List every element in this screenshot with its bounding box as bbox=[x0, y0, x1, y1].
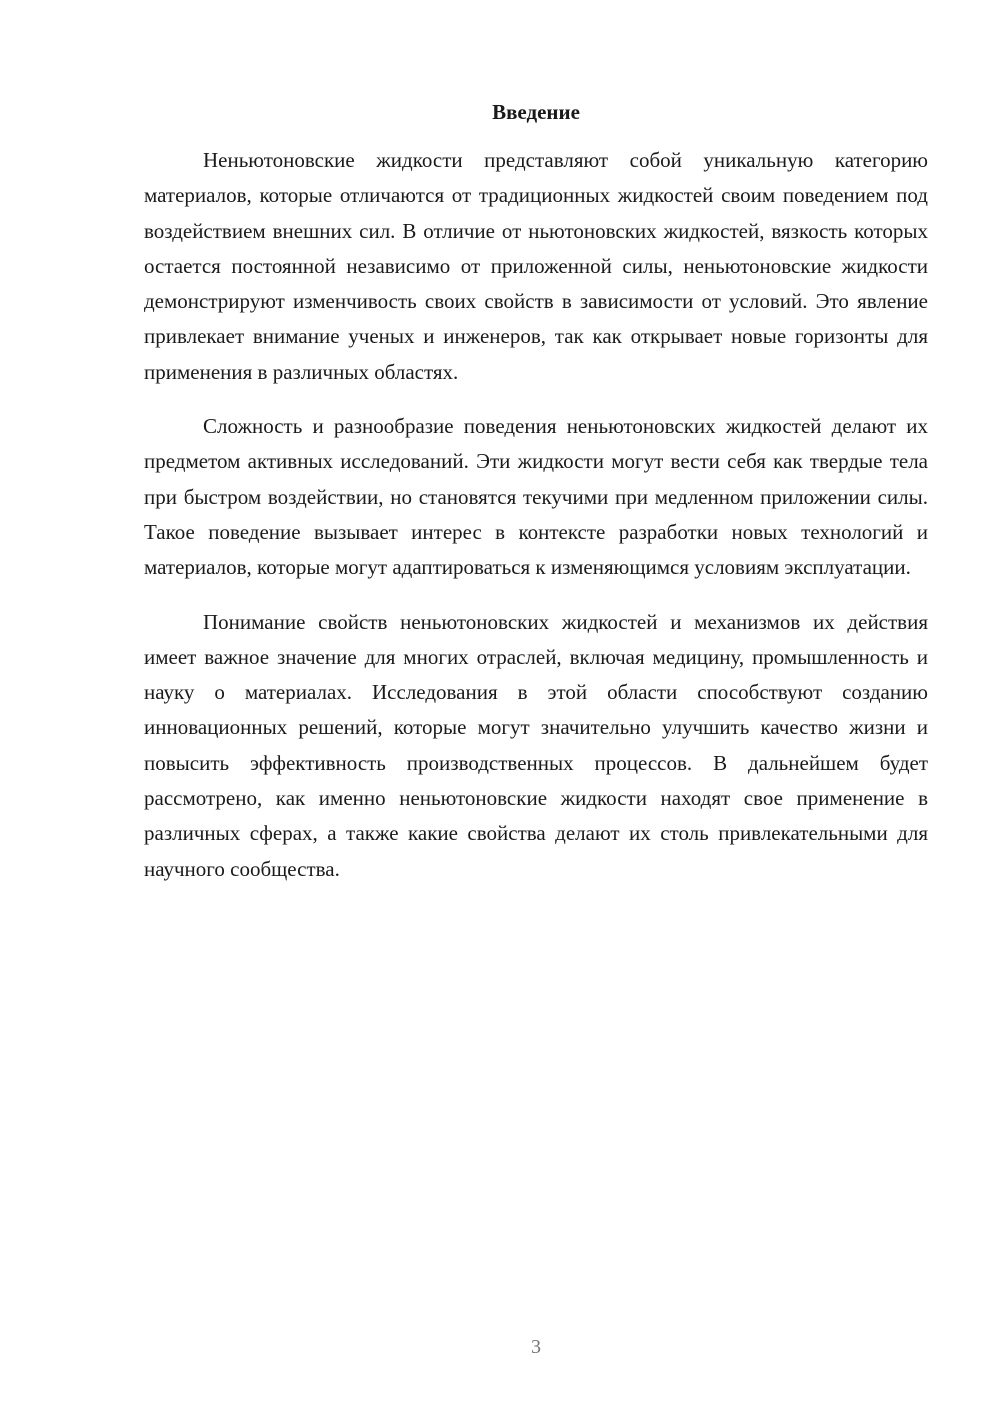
body-text bbox=[144, 143, 928, 906]
page-number: 3 bbox=[531, 1336, 541, 1358]
paragraph-2: Сложность и разнообразие поведения неньютоновских жидкостей делают их предметом активных исследований. Эти жидкости могут вести себя как твердые тела при быстром воздействии, но становятся текучими при медленном приложении силы. Такое поведение вызывает интерес в контексте разработки новых технологий и материалов, которые могут адаптироваться к изменяющимся условиям эксплуатации. bbox=[144, 414, 928, 580]
paragraph-3: Понимание свойств неньютоновских жидкостей и механизмов их действия имеет важное значение для многих отраслей, включая медицину, промышленность и науку о материалах. Исследования в этой области способствуют созданию инновационных решений, которые могут значительно улучшить качество жизни и повысить эффективность производственных процессов. В дальнейшем будет рассмотрено, как именно неньютоновские жидкости находят свое применение в различных сферах, а также какие свойства делают их столь привлекательными для научного сообщества. bbox=[144, 609, 928, 881]
paragraph-1: Неньютоновские жидкости представляют собой уникальную категорию материалов, которые отличаются от традиционных жидкостей своим поведением под воздействием внешних сил. В отличие от ньютоновских жидкостей, вязкость которых остается постоянной независимо от приложенной силы, неньютоновские жидкости демонстрируют изменчивость своих свойств в зависимости от условий. Это явление привлекает внимание ученых и инженеров, так как открывает новые горизонты для применения в различных областях. bbox=[144, 148, 928, 384]
section-heading: Введение bbox=[492, 100, 580, 124]
